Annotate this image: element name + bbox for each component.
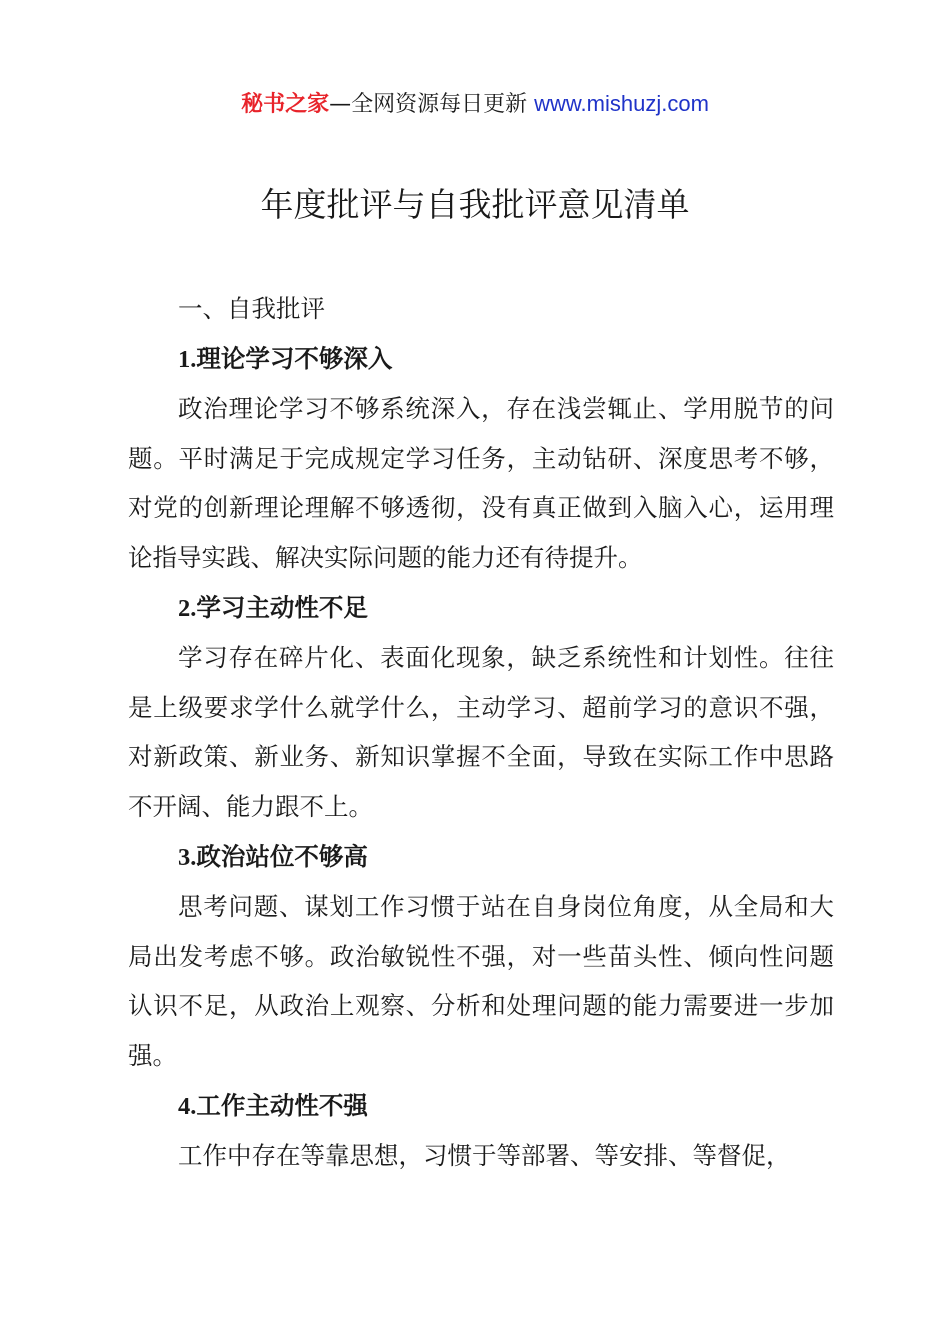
- item-title: 政治站位不够高: [196, 841, 368, 871]
- item-heading: [128, 334, 834, 385]
- site-header: [0, 88, 950, 121]
- item-paragraph: 学习存在碎片化、表面化现象，缺乏系统性和计划性。往往是上级要求学什么就学什么，主动学习、超前学习的意识不强，对新政策、新业务、新知识掌握不全面，导致在实际工作中思路不开阔、能力跟不上。: [128, 643, 834, 821]
- item-title: 理论学习不够深入: [196, 343, 393, 373]
- item-heading: [128, 1081, 834, 1132]
- item-paragraph: 政治理论学习不够系统深入，存在浅尝辄止、学用脱节的问题。平时满足于完成规定学习任务，主动钻研、深度思考不够，对党的创新理论理解不够透彻，没有真正做到入脑入心，运用理论指导实践、解决实际问题的能力还有待提升。: [128, 394, 834, 572]
- item-heading: [128, 832, 834, 883]
- item-paragraph: 思考问题、谋划工作习惯于站在自身岗位角度，从全局和大局出发考虑不够。政治敏锐性不强，对一些苗头性、倾向性问题认识不足，从政治上观察、分析和处理问题的能力需要进一步加强。: [128, 892, 834, 1070]
- item-heading: [128, 583, 834, 634]
- document-body: [128, 284, 834, 1181]
- site-url-link[interactable]: www.mishuzj.com: [534, 91, 709, 116]
- section-heading: 一、自我批评: [178, 294, 325, 323]
- item-number: 1.: [178, 345, 197, 373]
- item-number: 3.: [178, 843, 197, 871]
- item-number: 4.: [178, 1092, 197, 1120]
- item-paragraph: 工作中存在等靠思想，习惯于等部署、等安排、等督促，: [178, 1141, 791, 1171]
- document-title: 年度批评与自我批评意见清单: [260, 185, 690, 224]
- item-number: 2.: [178, 594, 197, 622]
- item-title: 工作主动性不强: [196, 1090, 368, 1120]
- item-title: 学习主动性不足: [196, 592, 368, 622]
- brand-name: 秘书之家: [241, 92, 330, 117]
- site-tagline: —全网资源每日更新: [329, 92, 528, 117]
